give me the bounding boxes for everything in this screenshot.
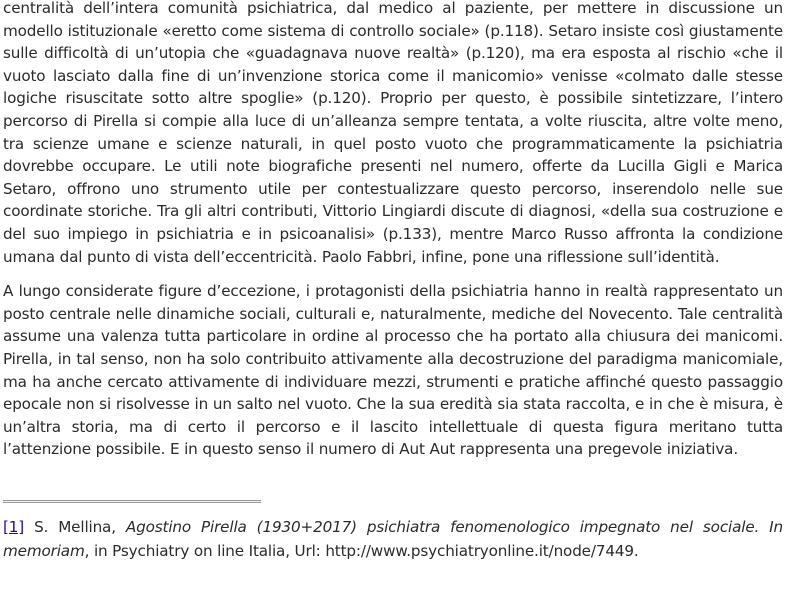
article-paragraph-1: centralità dell’intera comunità psichiatrica, dal medico al paziente, per mettere in discussione un modello istituzionale «eretto come sistema di controllo sociale» (p.118). Setaro insiste così giustamente sulle difficoltà di un’utopia che «guadagnava nuove realtà» (p.120), ma era esposta al rischio «che il vuoto lasciato dalla fine di un’invenzione storica come il manicomio» venisse «colmato dalle stesse logiche risuscitate sotto altre spoglie» (p.120). Proprio per questo, è possibile sintetizzare, l’intero percorso di Pirella si compie alla luce di un’alleanza sempre tentata, a volte riuscita, altre volte meno, tra scienze umane e scienze naturali, in quel posto vuoto che programmaticamente la psichiatria dovrebbe occupare. Le utili note biografiche presenti nel numero, offerte da Lucilla Gigli e Marica Setaro, offrono uno strumento utile per contestualizzare questo percorso, inserendolo nelle sue coordinate storiche. Tra gli altri contributi, Vittorio Lingiardi discute di diagnosi, «della sua costruzione e del suo impiego in psichiatria e in psicoanalisi» (p.133), mentre Marco Russo affronta la condizione umana dal punto di vista dell’eccentricità. Paolo Fabbri, infine, pone una riflessione sull’identità.	[3, 0, 783, 266]
footnote-author: S. Mellina,	[24, 518, 126, 536]
footnote-ref-link[interactable]: [1]	[3, 518, 25, 536]
footnote-source: , in Psychiatry on line Italia, Url: http://www.psychiatryonline.it/node/7449.	[84, 542, 639, 560]
article-body	[3, 0, 783, 461]
footnote-title: Agostino Pirella (1930+2017) psichiatra fenomenologico impegnato nel sociale. In memoriam	[3, 518, 783, 560]
footnote	[3, 515, 783, 563]
article-paragraph-2: A lungo considerate figure d’eccezione, i protagonisti della psichiatria hanno in realtà rappresentato un posto centrale nelle dinamiche sociali, culturali e, naturalmente, mediche del Novecento. Tale centralità assume una valenza tutta particolare in ordine al processo che ha portato alla chiusura dei manicomi. Pirella, in tal senso, non ha solo contribuito attivamente alla decostruzione del paradigma manicomiale, ma ha anche cercato attivamente di individuare mezzi, strumenti e pratiche affinché questo passaggio epocale non si risolvesse in un salto nel vuoto. Che la sua eredità sia stata raccolta, e in che è misura, è un’altra storia, ma di certo il percorso e il lascito intellettuale di questa figura meritano tutta l’attenzione possibile. E in questo senso il numero di Aut Aut rappresenta una pregevole iniziativa.	[3, 282, 783, 459]
footnote-divider	[3, 500, 261, 503]
